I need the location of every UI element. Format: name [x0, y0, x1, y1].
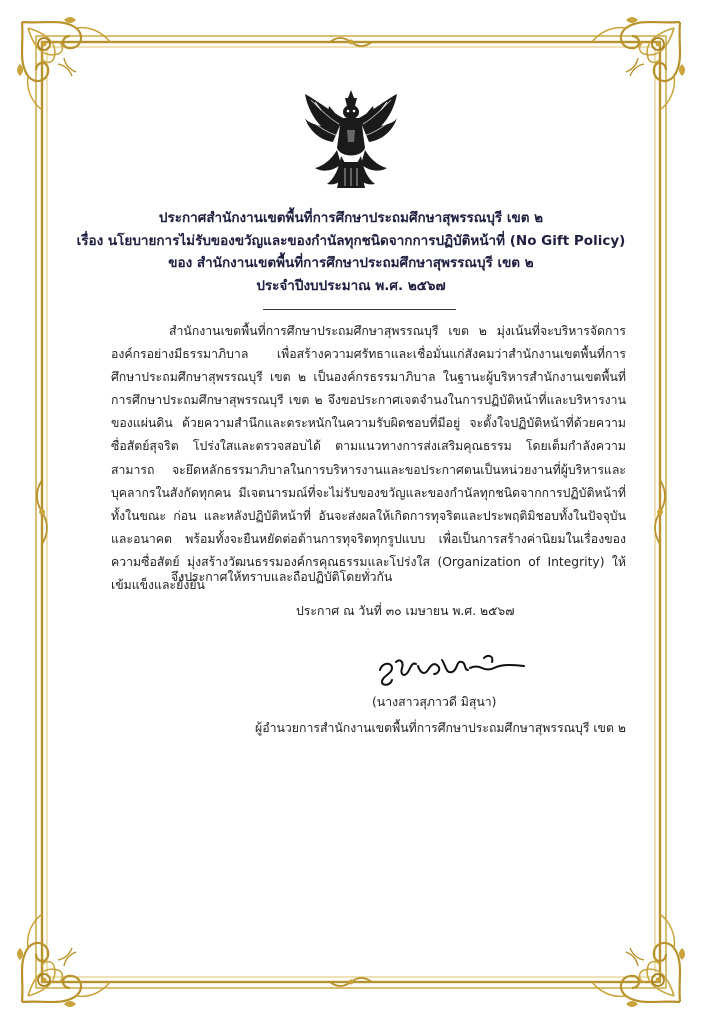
announcement-date: ประกาศ ณ วันที่ ๓๐ เมษายน พ.ศ. ๒๕๖๗ [296, 604, 515, 618]
title-line-1: ประกาศสำนักงานเขตพื้นที่การศึกษาประถมศึกษาสุพรรณบุรี เขต ๒ [158, 210, 544, 226]
garuda-emblem-icon [303, 88, 399, 194]
announcement-body [111, 320, 626, 597]
signer-name: (นางสาวสุภาวดี มิสุนา) [372, 695, 497, 709]
title-line-3: ของ สำนักงานเขตพื้นที่การศึกษาประถมศึกษาสุพรรณบุรี เขต ๒ [168, 255, 534, 271]
title-divider [263, 309, 456, 310]
title-line-4: ประจำปีงบประมาณ พ.ศ. ๒๕๖๗ [256, 277, 446, 294]
signer-position: ผู้อำนวยการสำนักงานเขตพื้นที่การศึกษาประถมศึกษาสุพรรณบุรี เขต ๒ [255, 721, 626, 735]
body-paragraph: สำนักงานเขตพื้นที่การศึกษาประถมศึกษาสุพรรณบุรี เขต ๒ มุ่งเน้นที่จะบริหารจัดการองค์กรอย่างมีธรรมาภิบาล เพื่อสร้างความศรัทธาและเชื่อมั่นแก่สังคมว่าสำนักงานเขตพื้นที่การศึกษาประถมศึกษาสุพรรณบุรี เขต ๒ เป็นองค์กรธรรมาภิบาล ในฐานะผู้บริหารสำนักงานเขตพื้นที่การศึกษาประถมศึกษาสุพรรณบุรี เขต ๒ จึงขอประกาศเจตจำนงในการปฏิบัติหน้าที่และบริหารงานของแผ่นดิน ด้วยความสำนึกและตระหนักในความรับผิดชอบที่มีอยู่ จะตั้งใจปฏิบัติหน้าที่ด้วยความซื่อสัตย์สุจริต โปร่งใสและตรวจสอบได้ ตามแนวทางการส่งเสริมคุณธรรม โดยเต็มกำลังความสามารถ จะยึดหลักธรรมาภิบาลในการบริหารงานและขอประกาศตนเป็นหน่วยงานที่ผู้บริหารและบุคลากรในสังกัดทุกคน มีเจตนารมณ์ที่จะไม่รับของขวัญและของกำนัลทุกชนิดจากการปฏิบัติหน้าที่ ทั้งในขณะ ก่อน และหลังปฏิบัติหน้าที่ อันจะส่งผลให้เกิดการทุจริตและประพฤติมิชอบทั้งในปัจจุบันและอนาคต พร้อมทั้งจะยืนหยัดต่อต้านการทุจริตทุกรูปแบบ เพื่อเป็นการสร้างค่านิยมในเรื่องของความซื่อสัตย์ มุ่งสร้างวัฒนธรรมองค์กรคุณธรรมและโปร่งใส (Organization of Integrity) ให้เข้มแข็งและยั่งยืน [111, 324, 626, 593]
signature-icon [372, 648, 532, 688]
announcement-title [60, 207, 642, 297]
title-line-2: เรื่อง นโยบายการไม่รับของขวัญและของกำนัลทุกชนิดจากการปฏิบัติหน้าที่ (No Gift Policy) [76, 232, 626, 249]
announce-line: จึงประกาศให้ทราบและถือปฏิบัติโดยทั่วกัน [171, 570, 393, 584]
